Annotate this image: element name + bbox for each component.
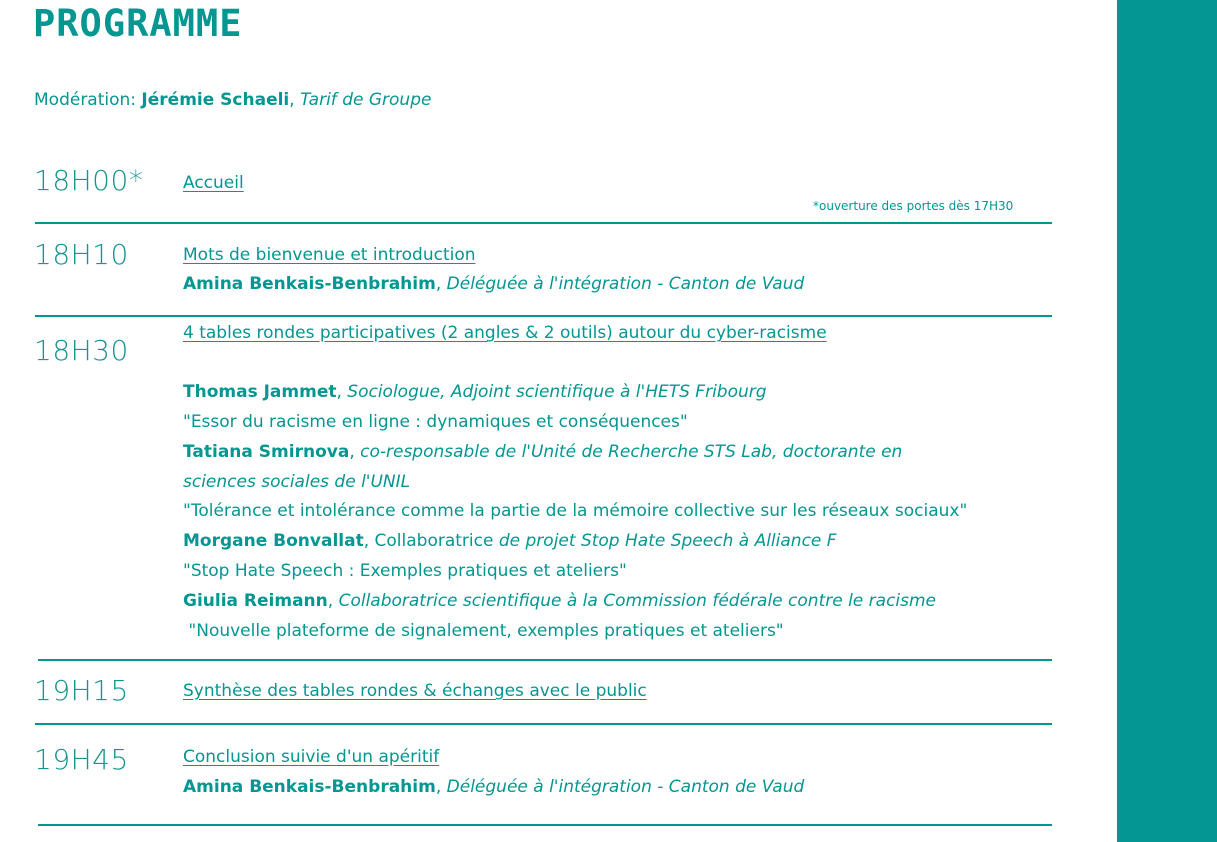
- speaker-line: [183, 776, 804, 798]
- item-title-round-tables: 4 tables rondes participatives (2 angles & 2 outils) autour du cyber-racisme: [183, 323, 827, 343]
- moderation-label: Modération:: [34, 90, 142, 110]
- panelist-separator: ,: [327, 591, 339, 611]
- moderator-role: Tarif de Groupe: [300, 90, 432, 110]
- speaker-role: Déléguée à l'intégration - Canton de Vaud: [446, 274, 805, 294]
- time-1830: 18H30: [34, 334, 129, 367]
- moderation-separator: ,: [289, 90, 301, 110]
- panelist-separator: ,: [336, 382, 348, 402]
- speaker-line: [183, 273, 804, 295]
- panelist-role: Collaboratrice scientifique à la Commission fédérale contre le racisme: [338, 591, 937, 611]
- panelist-name: Morgane Bonvallat: [183, 531, 364, 551]
- panelist-line: [183, 381, 767, 403]
- talk-title: "Nouvelle plateforme de signalement, exemples pratiques et ateliers": [183, 621, 784, 641]
- item-title-welcome: Mots de bienvenue et introduction: [183, 245, 476, 265]
- talk-title: "Tolérance et intolérance comme la partie de la mémoire collective sur les réseaux sociaux": [183, 501, 968, 521]
- panelist-name: Giulia Reimann: [183, 591, 328, 611]
- panelist-role: Sociologue, Adjoint scientifique à l'HETS Fribourg: [347, 382, 767, 402]
- item-title-conclusion: Conclusion suivie d'un apéritif: [183, 747, 440, 767]
- speaker-role: Déléguée à l'intégration - Canton de Vaud: [446, 777, 805, 797]
- panelist-line: [183, 590, 936, 612]
- panelist-separator: ,: [349, 442, 361, 462]
- side-color-band: [1117, 0, 1217, 842]
- time-1800: 18H00*: [34, 164, 144, 197]
- divider: [38, 824, 1052, 826]
- time-1945: 19H45: [34, 743, 129, 776]
- doors-note: *ouverture des portes dès 17H30: [813, 199, 1014, 213]
- talk-title: "Essor du racisme en ligne : dynamiques et conséquences": [183, 412, 688, 432]
- time-1915: 19H15: [34, 674, 129, 707]
- panelist-role-plain: Collaboratrice: [374, 531, 499, 551]
- panelist-name: Thomas Jammet: [183, 382, 337, 402]
- time-1810: 18H10: [34, 238, 129, 271]
- divider: [38, 659, 1052, 661]
- speaker-name: Amina Benkais-Benbrahim: [183, 777, 436, 797]
- divider: [35, 723, 1052, 725]
- moderator-name: Jérémie Schaeli: [141, 90, 290, 110]
- panelist-name: Tatiana Smirnova: [183, 442, 350, 462]
- talk-title: "Stop Hate Speech : Exemples pratiques et ateliers": [183, 561, 627, 581]
- speaker-name: Amina Benkais-Benbrahim: [183, 274, 436, 294]
- speaker-separator: ,: [435, 777, 447, 797]
- panelist-separator: ,: [363, 531, 375, 551]
- divider: [35, 222, 1052, 224]
- page-title: PROGRAMME: [33, 2, 243, 45]
- speaker-separator: ,: [435, 274, 447, 294]
- panelist-line: [183, 530, 837, 552]
- panelist-role: co-responsable de l'Unité de Recherche STS Lab, doctorante en: [360, 442, 903, 462]
- moderation-line: [34, 90, 431, 110]
- item-title-accueil: Accueil: [183, 173, 244, 193]
- divider: [35, 315, 1052, 317]
- panelist-role-cont: sciences sociales de l'UNIL: [183, 472, 411, 492]
- item-title-synthesis: Synthèse des tables rondes & échanges avec le public: [183, 681, 647, 701]
- panelist-line: [183, 441, 902, 463]
- panelist-role: de projet Stop Hate Speech à Alliance F: [498, 531, 837, 551]
